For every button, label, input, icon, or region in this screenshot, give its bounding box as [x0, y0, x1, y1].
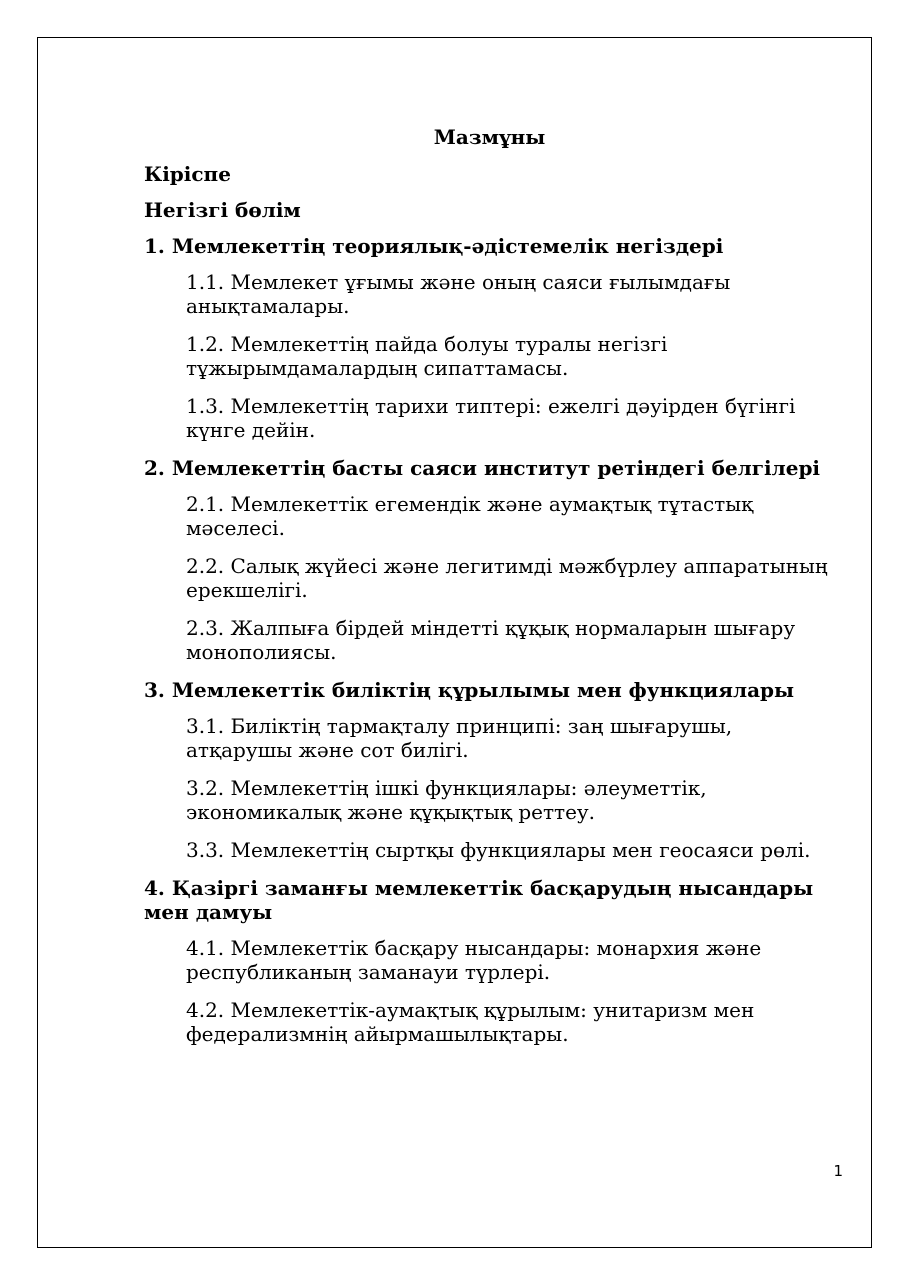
page-title: Мазмұны [433, 125, 546, 149]
toc-subsection: 3.1. Биліктің тармақталу принципі: заң шығарушы, атқарушы және сот билігі. [186, 714, 733, 762]
toc-subsection: 1.2. Мемлекеттің пайда болуы туралы негізгі тұжырымдамалардың сипаттамасы. [186, 332, 668, 380]
toc-subsection: 1.1. Мемлекет ұғымы және оның саяси ғылымдағы анықтамалары. [186, 270, 731, 318]
toc-section: 4. Қазіргі заманғы мемлекеттік басқарудың нысандары мен дамуы [144, 876, 814, 924]
toc-section: 3. Мемлекеттік биліктің құрылымы мен функциялары [144, 678, 795, 702]
document-page [37, 37, 872, 1248]
page-number: 1 [833, 1162, 843, 1180]
toc-subsection: 4.1. Мемлекеттік басқару нысандары: монархия және республиканың заманауи түрлері. [186, 936, 762, 984]
toc-subsection: 2.3. Жалпыға бірдей міндетті құқық нормаларын шығару монополиясы. [186, 616, 796, 664]
toc-section: Кіріспе [144, 162, 231, 186]
toc-subsection: 4.2. Мемлекеттік-аумақтық құрылым: унитаризм мен федерализмнің айырмашылықтары. [186, 998, 755, 1046]
toc-subsection: 2.2. Салық жүйесі және легитимді мәжбүрлеу аппаратының ерекшелігі. [186, 554, 828, 602]
toc-subsection: 2.1. Мемлекеттік егемендік және аумақтық тұтастық мәселесі. [186, 492, 754, 540]
toc-subsection: 3.2. Мемлекеттің ішкі функциялары: әлеуметтік, экономикалық және құқықтық реттеу. [186, 776, 707, 824]
table-of-contents [144, 162, 844, 1060]
toc-subsection: 1.3. Мемлекеттің тарихи типтері: ежелгі дәуірден бүгінгі күнге дейін. [186, 394, 796, 442]
toc-section: Негізгі бөлім [144, 198, 301, 222]
toc-section: 1. Мемлекеттің теориялық-әдістемелік негіздері [144, 234, 724, 258]
toc-subsection: 3.3. Мемлекеттің сыртқы функциялары мен геосаяси рөлі. [186, 838, 811, 862]
toc-section: 2. Мемлекеттің басты саяси институт ретіндегі белгілері [144, 456, 821, 480]
